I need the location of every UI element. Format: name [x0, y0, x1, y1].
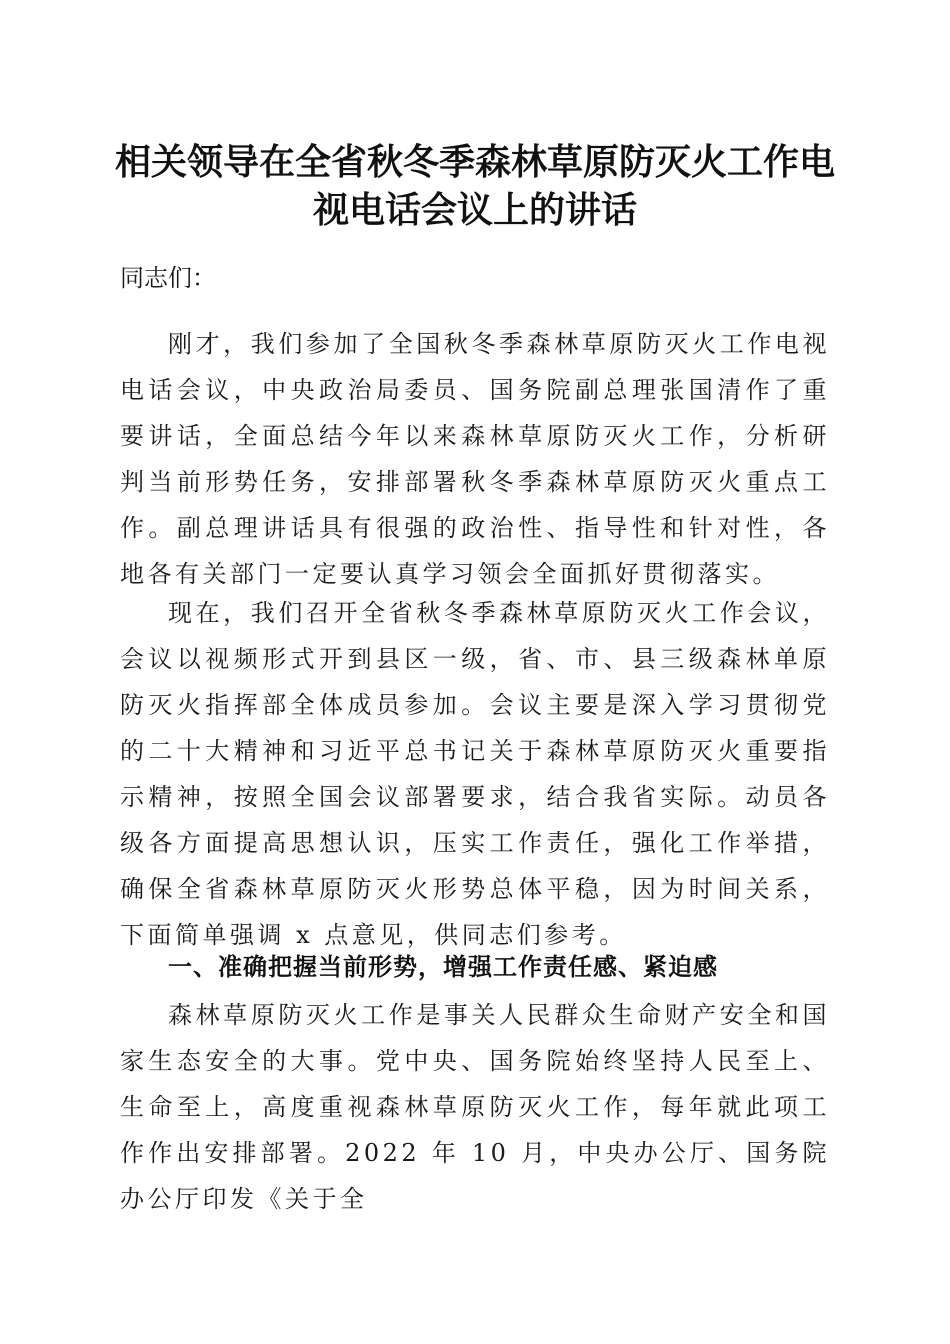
- salutation: 同志们：: [120, 264, 216, 292]
- paragraph-2: 现在，我们召开全省秋冬季森林草原防灭火工作会议，会议以视频形式开到县区一级，省、市、县三级森林单原防灭火指挥部全体成员参加。会议主要是深入学习贯彻党的二十大精神和习近平总书记关于森林草原防灭火重要指示精神，按照全国会议部署要求，结合我省实际。动员各级各方面提高思想认识，压实工作责任，强化工作举措，确保全省森林草原防灭火形势总体平稳，因为时间关系，下面简单强调 x 点意见，供同志们参考。: [120, 599, 830, 949]
- document-title-line-2: 视电话会议上的讲话: [312, 189, 637, 231]
- section-1-paragraph: 森林草原防灭火工作是事关人民群众生命财产安全和国家生态安全的大事。党中央、国务院始终坚持人民至上、生命至上，高度重视森林草原防灭火工作，每年就此项工作作出安排部署。2022 年 10 月，中央办公厅、国务院办公厅印发《关于全: [120, 1001, 830, 1213]
- section-heading-1: 一、准确把握当前形势，增强工作责任感、紧迫感: [168, 953, 718, 981]
- document-title-line-1: 相关领导在全省秋冬季森林草原防灭火工作电: [114, 141, 835, 183]
- paragraph-1: 刚才，我们参加了全国秋冬季森林草原防灭火工作电视电话会议，中央政治局委员、国务院副总理张国清作了重要讲话，全面总结今年以来森林草原防灭火工作，分析研判当前形势任务，安排部署秋冬季森林草原防灭火重点工作。副总理讲话具有很强的政治性、指导性和针对性，各地各有关部门一定要认真学习领会全面抓好贯彻落实。: [120, 330, 830, 588]
